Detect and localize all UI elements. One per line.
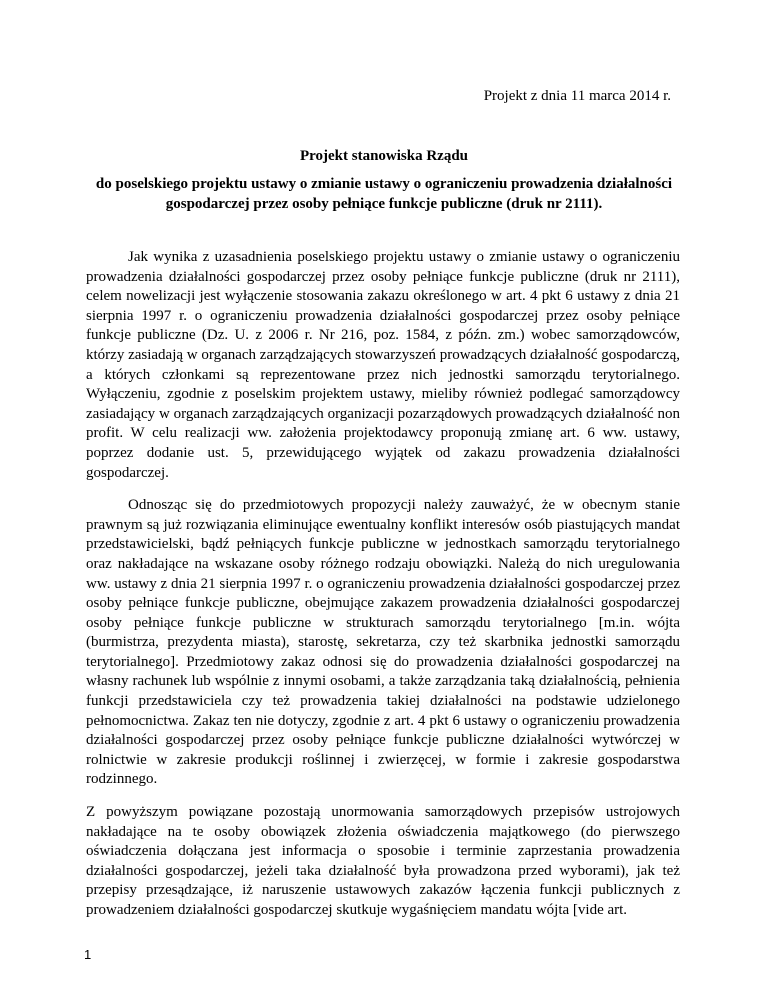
document-body [86, 248, 680, 934]
body-paragraph-2: Odnosząc się do przedmiotowych propozycji należy zauważyć, że w obecnym stanie prawnym są już rozwiązania eliminujące ewentualny konflikt interesów osób piastujących mandat przedstawicielski, bądź pełniących funkcje publiczne w jednostkach samorządu terytorialnego oraz nakładające na wskazane osoby różnego rodzaju obowiązki. Należą do nich uregulowania ww. ustawy z dnia 21 sierpnia 1997 r. o ograniczeniu prowadzenia działalności gospodarczej przez osoby pełniące funkcje publiczne, obejmujące zakazem prowadzenia działalności gospodarczej osoby pełniące funkcje publiczne w strukturach samorządu terytorialnego [m.in. wójta (burmistrza, prezydenta miasta), starostę, sekretarza, czy też skarbnika jednostki samorządu terytorialnego]. Przedmiotowy zakaz odnosi się do prowadzenia działalności gospodarczej na własny rachunek lub wspólnie z innymi osobami, a także zarządzania taką działalnością, pełnienia funkcji przedstawiciela czy też prowadzenia takiej działalności na podstawie udzielonego pełnomocnictwa. Zakaz ten nie dotyczy, zgodnie z art. 4 pkt 6 ustawy o ograniczeniu prowadzenia działalności gospodarczej przez osoby pełniące funkcje publiczne działalności wytwórczej w rolnictwie w zakresie produkcji roślinnej i zwierzęcej, w formie i zakresie gospodarstwa rodzinnego. [86, 497, 680, 788]
body-paragraph-1: Jak wynika z uzasadnienia poselskiego projektu ustawy o zmianie ustawy o ograniczeniu prowadzenia działalności gospodarczej przez osoby pełniące funkcje publiczne (druk nr 2111), celem nowelizacji jest wyłączenie stosowania zakazu określonego w art. 4 pkt 6 ustawy z dnia 21 sierpnia 1997 r. o ograniczeniu prowadzenia działalności gospodarczej przez osoby pełniące funkcje publiczne (Dz. U. z 2006 r. Nr 216, poz. 1584, z późn. zm.) wobec samorządowców, którzy zasiadają w organach zarządzających stowarzyszeń prowadzących działalność gospodarczą, a których członkami są reprezentowane przez nich jednostki samorządu terytorialnego. Wyłączeniu, zgodnie z poselskim projektem ustawy, mieliby również podlegać samorządowcy zasiadający w organach zarządzających organizacji pozarządowych prowadzących działalność non profit. W celu realizacji ww. założenia projektodawcy proponują zmianę art. 6 ww. ustawy, poprzez dodanie ust. 5, przewidującego wyjątek od zakazu prowadzenia działalności gospodarczej. [86, 249, 680, 481]
document-title: Projekt stanowiska Rządu [299, 148, 469, 164]
body-paragraph-3: Z powyższym powiązane pozostają unormowania samorządowych przepisów ustrojowych nakładające na te osoby obowiązek złożenia oświadczenia majątkowego (do pierwszego oświadczenia dołączana jest informacja o sposobie i terminie zaprzestania prowadzenia działalności gospodarczej, jeżeli taka działalność była prowadzona przed wyborami), jak też przepisy przesądzające, iż naruszenie ustawowych zakazów łączenia funkcji publicznych z prowadzeniem działalności gospodarczej skutkuje wygaśnięciem mandatu wójta [vide art. [86, 804, 680, 918]
document-date: Projekt z dnia 11 marca 2014 r. [483, 88, 671, 104]
document-subtitle: do poselskiego projektu ustawy o zmianie ustawy o ograniczeniu prowadzenia działalności gospodarczej przez osoby pełniące funkcje publiczne (druk nr 2111). [95, 176, 673, 212]
page-number: 1 [84, 947, 92, 962]
